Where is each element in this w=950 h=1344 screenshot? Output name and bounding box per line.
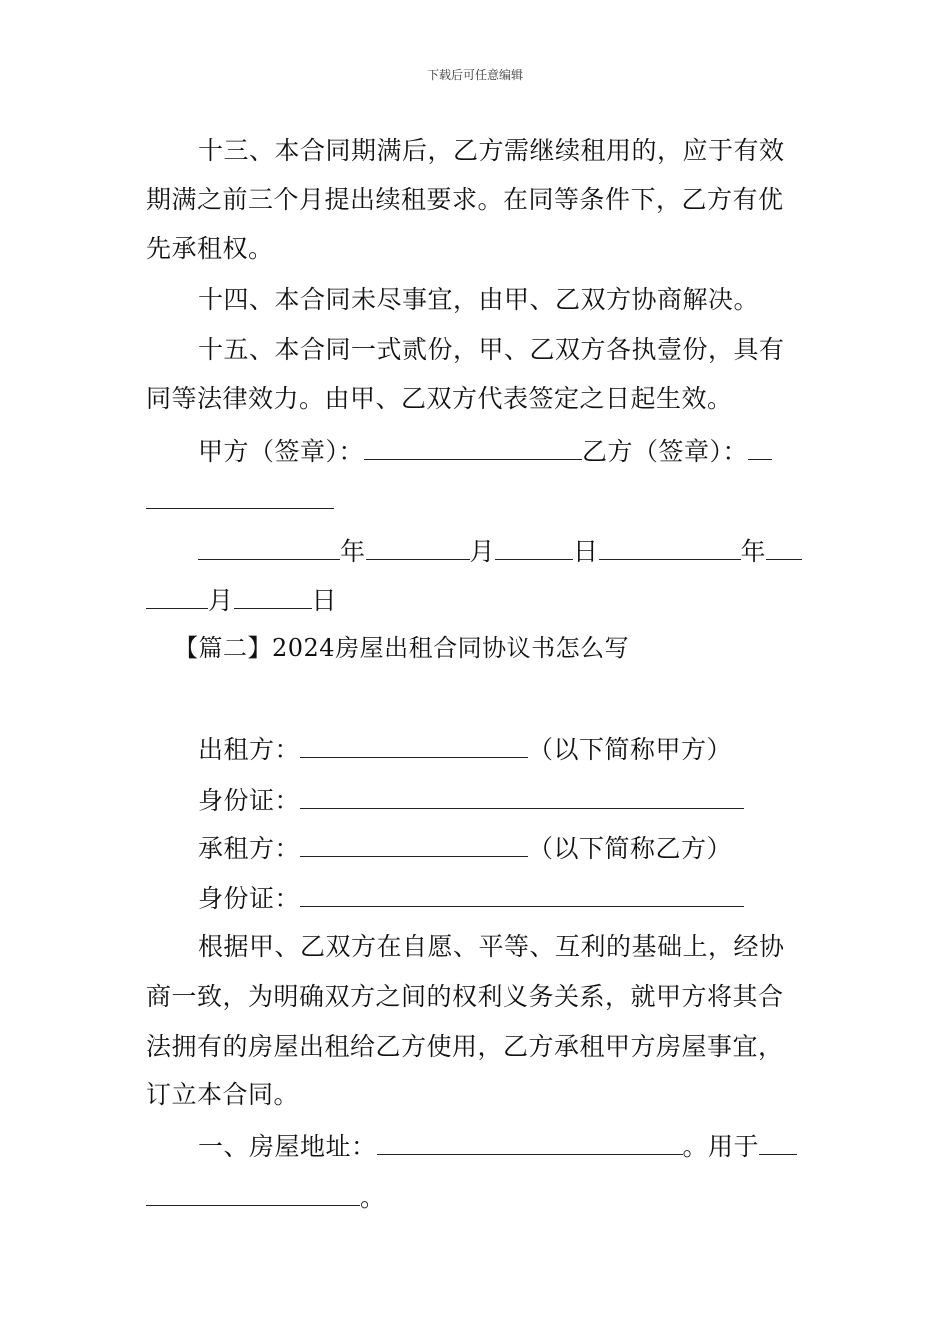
party-b-sign-label: 乙方（签章）： — [582, 437, 749, 466]
lessor-note: （以下简称甲方） — [528, 735, 733, 764]
lessee-id-row — [198, 882, 744, 914]
date-a-day-label: 日 — [573, 537, 599, 566]
clause-1-row — [198, 1130, 797, 1162]
clause-13-line-2: 期满之前三个月提出续租要求。在同等条件下，乙方有优 — [146, 185, 784, 214]
signature-row-continued — [146, 484, 334, 516]
house-address-blank[interactable] — [377, 1130, 683, 1155]
date-row — [198, 535, 802, 567]
date-b-day-blank[interactable] — [234, 584, 312, 609]
house-use-blank[interactable] — [759, 1130, 797, 1155]
clause-15-line-2: 同等法律效力。由甲、乙双方代表签定之日起生效。 — [146, 384, 733, 413]
date-a-year-blank[interactable] — [198, 535, 340, 560]
date-a-day-blank[interactable] — [495, 535, 573, 560]
lessee-id-label: 身份证： — [198, 884, 301, 913]
intro-line-3: 法拥有的房屋出租给乙方使用，乙方承租甲方房屋事宜， — [146, 1032, 784, 1061]
intro-line-2: 商一致，为明确双方之间的权利义务关系，就甲方将其合 — [146, 982, 784, 1011]
clause-13-line-1: 十三、本合同期满后，乙方需继续租用的，应于有效 — [198, 136, 785, 165]
lessee-label: 承租方： — [198, 834, 301, 863]
lessor-row — [198, 733, 732, 765]
clause-1-row-continued — [146, 1181, 386, 1213]
lessor-id-row — [198, 784, 744, 816]
signature-row — [198, 435, 772, 467]
lessor-id-label: 身份证： — [198, 786, 301, 815]
date-a-month-label: 月 — [469, 537, 496, 566]
date-b-month-blank[interactable] — [766, 535, 802, 560]
house-use-blank-cont[interactable] — [146, 1181, 360, 1206]
date-a-month-blank[interactable] — [366, 535, 470, 560]
lessee-id-blank[interactable] — [300, 882, 744, 907]
clause-15-line-1: 十五、本合同一式贰份，甲、乙双方各执壹份，具有 — [198, 335, 785, 364]
clause-1-use-label: 。用于 — [682, 1132, 760, 1161]
date-b-year-blank[interactable] — [599, 535, 741, 560]
intro-line-1: 根据甲、乙双方在自愿、平等、互利的基础上，经协 — [198, 932, 785, 961]
date-a-year-label: 年 — [340, 537, 366, 566]
lessor-label: 出租方： — [198, 735, 301, 764]
clause-14: 十四、本合同未尽事宜，由甲、乙双方协商解决。 — [198, 285, 760, 314]
lessor-id-blank[interactable] — [300, 784, 744, 809]
party-b-sign-blank[interactable] — [748, 435, 772, 460]
date-b-day-label: 日 — [311, 586, 338, 615]
intro-line-4: 订立本合同。 — [146, 1080, 300, 1109]
lessee-note: （以下简称乙方） — [528, 834, 733, 863]
page-header: 下载后可任意编辑 — [426, 68, 523, 82]
lessee-blank[interactable] — [300, 832, 528, 857]
party-b-sign-blank-cont[interactable] — [146, 484, 334, 509]
date-b-year-label: 年 — [740, 537, 767, 566]
date-b-month-label: 月 — [208, 586, 234, 615]
party-a-sign-blank[interactable] — [364, 435, 582, 460]
section-heading: 【篇二】2024房屋出租合同协议书怎么写 — [174, 634, 630, 662]
date-b-month-blank-cont[interactable] — [146, 584, 208, 609]
date-row-continued — [146, 584, 337, 616]
clause-13-line-3: 先承租权。 — [146, 234, 274, 263]
clause-1-end: 。 — [360, 1183, 386, 1212]
party-a-sign-label: 甲方（签章）： — [198, 437, 365, 466]
clause-1-label: 一、房屋地址： — [198, 1132, 377, 1161]
lessor-blank[interactable] — [300, 733, 528, 758]
lessee-row — [198, 832, 732, 864]
